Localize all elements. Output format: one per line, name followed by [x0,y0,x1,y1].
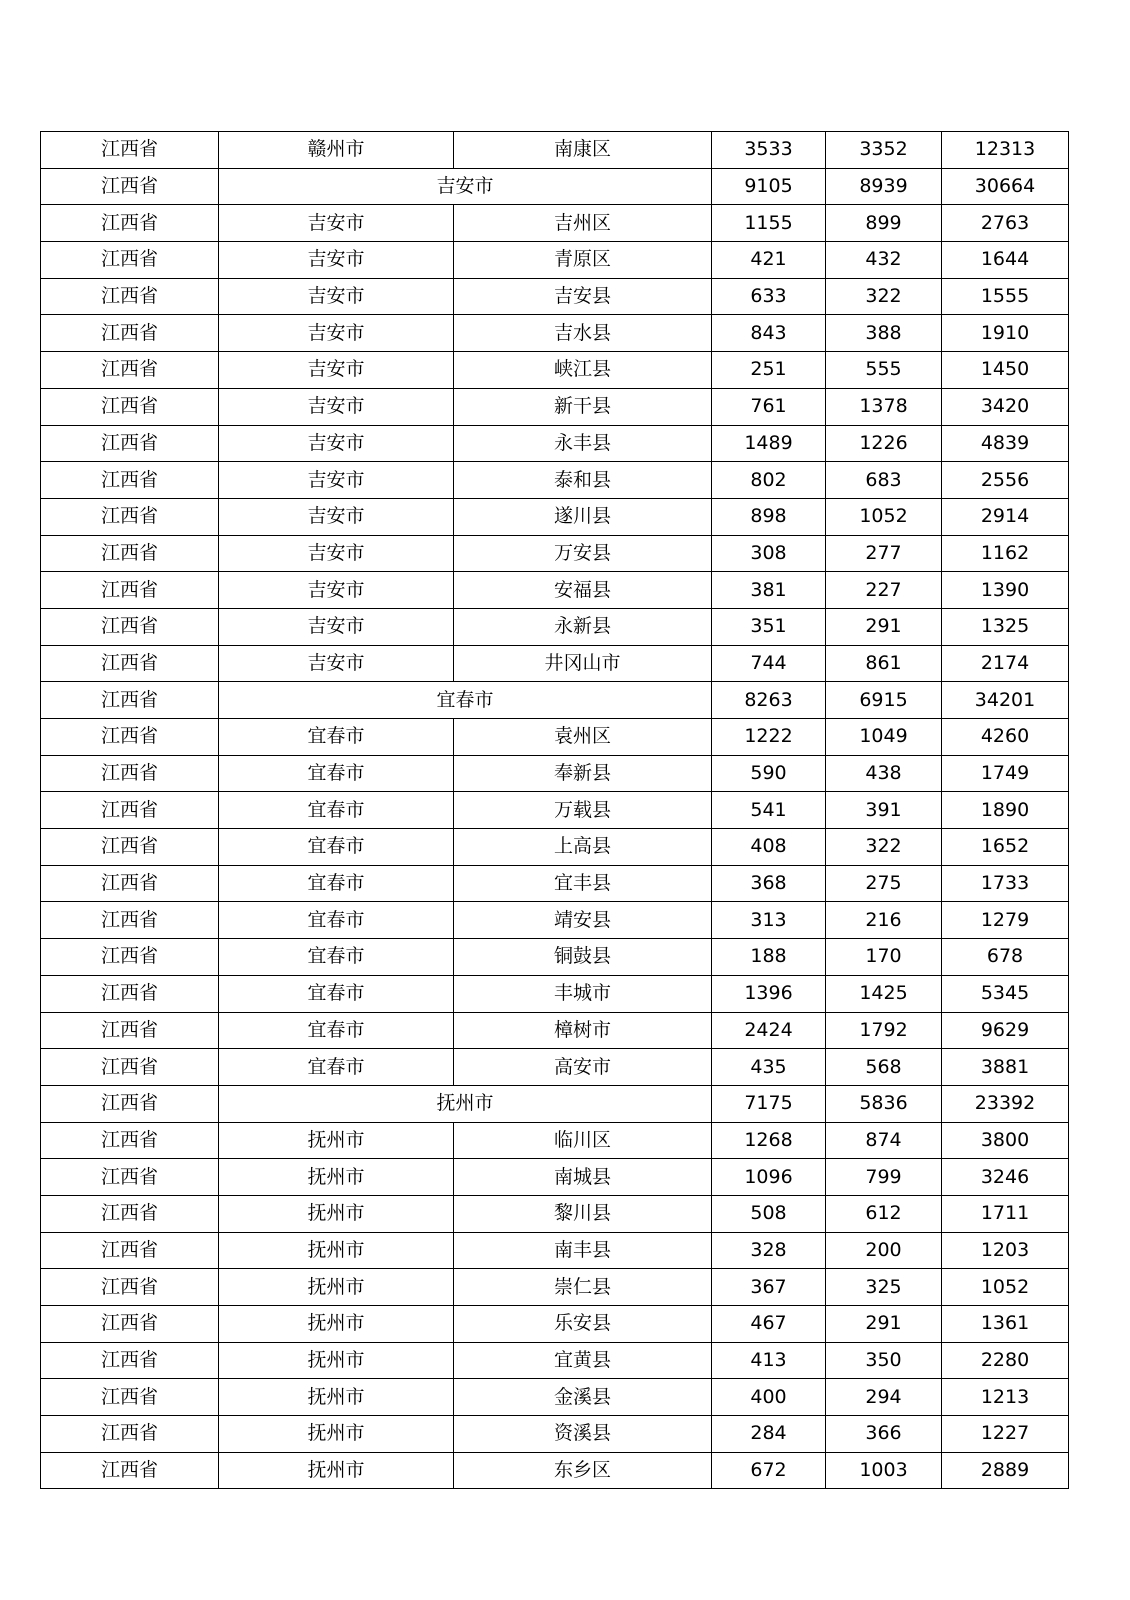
value-cell-3: 1890 [942,792,1069,829]
city-cell: 抚州市 [219,1122,454,1159]
value-cell-3: 2556 [942,462,1069,499]
province-cell: 江西省 [41,278,219,315]
table-row [41,1306,1069,1343]
value-cell-1: 508 [712,1195,826,1232]
value-cell-1: 744 [712,645,826,682]
province-cell: 江西省 [41,168,219,205]
city-cell: 宜春市 [219,939,454,976]
value-cell-2: 6915 [826,682,942,719]
table-row [41,1232,1069,1269]
value-cell-3: 5345 [942,975,1069,1012]
province-cell: 江西省 [41,425,219,462]
value-cell-1: 843 [712,315,826,352]
value-cell-2: 170 [826,939,942,976]
value-cell-2: 8939 [826,168,942,205]
value-cell-2: 322 [826,278,942,315]
value-cell-2: 1792 [826,1012,942,1049]
value-cell-3: 3881 [942,1049,1069,1086]
district-cell: 吉安县 [454,278,712,315]
value-cell-1: 328 [712,1232,826,1269]
province-cell: 江西省 [41,315,219,352]
province-cell: 江西省 [41,939,219,976]
table-row [41,462,1069,499]
value-cell-3: 1450 [942,352,1069,389]
value-cell-1: 3533 [712,132,826,169]
value-cell-3: 1361 [942,1306,1069,1343]
value-cell-2: 350 [826,1342,942,1379]
province-cell: 江西省 [41,1122,219,1159]
value-cell-2: 391 [826,792,942,829]
table-row [41,939,1069,976]
value-cell-1: 7175 [712,1085,826,1122]
district-cell: 袁州区 [454,719,712,756]
province-cell: 江西省 [41,902,219,939]
province-cell: 江西省 [41,1012,219,1049]
district-cell: 吉州区 [454,205,712,242]
province-cell: 江西省 [41,1452,219,1489]
value-cell-1: 188 [712,939,826,976]
district-cell: 安福县 [454,572,712,609]
city-subtotal-cell: 宜春市 [219,682,712,719]
value-cell-2: 275 [826,865,942,902]
city-cell: 抚州市 [219,1416,454,1453]
district-cell: 南城县 [454,1159,712,1196]
value-cell-1: 351 [712,608,826,645]
table-row [41,205,1069,242]
district-cell: 南丰县 [454,1232,712,1269]
city-subtotal-cell: 抚州市 [219,1085,712,1122]
province-cell: 江西省 [41,645,219,682]
value-cell-2: 1052 [826,498,942,535]
city-cell: 吉安市 [219,205,454,242]
value-cell-3: 2174 [942,645,1069,682]
table-row [41,1195,1069,1232]
value-cell-1: 1489 [712,425,826,462]
value-cell-3: 1203 [942,1232,1069,1269]
value-cell-1: 8263 [712,682,826,719]
table-row [41,572,1069,609]
province-cell: 江西省 [41,719,219,756]
table-row [41,1269,1069,1306]
value-cell-2: 291 [826,1306,942,1343]
district-cell: 乐安县 [454,1306,712,1343]
table-row [41,1416,1069,1453]
city-cell: 抚州市 [219,1452,454,1489]
value-cell-2: 861 [826,645,942,682]
province-cell: 江西省 [41,1085,219,1122]
city-subtotal-cell: 吉安市 [219,168,712,205]
value-cell-1: 467 [712,1306,826,1343]
value-cell-3: 1213 [942,1379,1069,1416]
district-cell: 永丰县 [454,425,712,462]
city-cell: 吉安市 [219,535,454,572]
value-cell-3: 23392 [942,1085,1069,1122]
value-cell-2: 799 [826,1159,942,1196]
value-cell-3: 1644 [942,242,1069,279]
table-row [41,535,1069,572]
city-cell: 抚州市 [219,1269,454,1306]
value-cell-1: 1222 [712,719,826,756]
district-cell: 泰和县 [454,462,712,499]
table-row [41,388,1069,425]
value-cell-3: 2763 [942,205,1069,242]
value-cell-3: 4260 [942,719,1069,756]
city-cell: 抚州市 [219,1306,454,1343]
table-row [41,1452,1069,1489]
value-cell-1: 802 [712,462,826,499]
value-cell-3: 3420 [942,388,1069,425]
value-cell-1: 541 [712,792,826,829]
city-cell: 抚州市 [219,1195,454,1232]
value-cell-2: 874 [826,1122,942,1159]
table-row [41,1342,1069,1379]
city-cell: 宜春市 [219,792,454,829]
city-cell: 吉安市 [219,388,454,425]
value-cell-1: 2424 [712,1012,826,1049]
value-cell-1: 408 [712,829,826,866]
value-cell-3: 1749 [942,755,1069,792]
district-cell: 奉新县 [454,755,712,792]
province-cell: 江西省 [41,242,219,279]
table-row [41,902,1069,939]
city-cell: 宜春市 [219,755,454,792]
value-cell-3: 2914 [942,498,1069,535]
table-row [41,608,1069,645]
value-cell-3: 1711 [942,1195,1069,1232]
table-row [41,755,1069,792]
city-cell: 宜春市 [219,1012,454,1049]
province-cell: 江西省 [41,462,219,499]
city-cell: 抚州市 [219,1342,454,1379]
city-cell: 抚州市 [219,1379,454,1416]
value-cell-2: 432 [826,242,942,279]
table-row-city-subtotal [41,1085,1069,1122]
province-cell: 江西省 [41,132,219,169]
value-cell-2: 1378 [826,388,942,425]
city-cell: 抚州市 [219,1159,454,1196]
value-cell-3: 30664 [942,168,1069,205]
value-cell-2: 5836 [826,1085,942,1122]
city-cell: 吉安市 [219,608,454,645]
district-cell: 上高县 [454,829,712,866]
value-cell-2: 388 [826,315,942,352]
table-row [41,315,1069,352]
district-cell: 万安县 [454,535,712,572]
value-cell-2: 1003 [826,1452,942,1489]
province-cell: 江西省 [41,498,219,535]
table-body [41,132,1069,1489]
value-cell-3: 1325 [942,608,1069,645]
value-cell-3: 34201 [942,682,1069,719]
value-cell-1: 672 [712,1452,826,1489]
value-cell-1: 421 [712,242,826,279]
table-row [41,865,1069,902]
value-cell-2: 216 [826,902,942,939]
district-cell: 黎川县 [454,1195,712,1232]
district-cell: 崇仁县 [454,1269,712,1306]
value-cell-1: 368 [712,865,826,902]
table-row [41,719,1069,756]
province-cell: 江西省 [41,865,219,902]
district-cell: 资溪县 [454,1416,712,1453]
value-cell-2: 1226 [826,425,942,462]
value-cell-1: 633 [712,278,826,315]
province-cell: 江西省 [41,535,219,572]
value-cell-2: 899 [826,205,942,242]
province-cell: 江西省 [41,682,219,719]
table-row [41,645,1069,682]
table-row [41,792,1069,829]
value-cell-1: 308 [712,535,826,572]
value-cell-1: 367 [712,1269,826,1306]
city-cell: 宜春市 [219,865,454,902]
table-row [41,278,1069,315]
province-cell: 江西省 [41,205,219,242]
city-cell: 宜春市 [219,1049,454,1086]
city-cell: 宜春市 [219,719,454,756]
province-cell: 江西省 [41,608,219,645]
data-table [40,131,1069,1489]
city-cell: 抚州市 [219,1232,454,1269]
value-cell-1: 381 [712,572,826,609]
value-cell-2: 612 [826,1195,942,1232]
city-cell: 宜春市 [219,975,454,1012]
table-row [41,132,1069,169]
value-cell-3: 1733 [942,865,1069,902]
value-cell-3: 1162 [942,535,1069,572]
district-cell: 宜丰县 [454,865,712,902]
value-cell-2: 291 [826,608,942,645]
value-cell-2: 227 [826,572,942,609]
city-cell: 赣州市 [219,132,454,169]
value-cell-2: 555 [826,352,942,389]
province-cell: 江西省 [41,1269,219,1306]
value-cell-3: 2889 [942,1452,1069,1489]
district-cell: 东乡区 [454,1452,712,1489]
city-cell: 宜春市 [219,829,454,866]
value-cell-1: 761 [712,388,826,425]
city-cell: 吉安市 [219,278,454,315]
value-cell-1: 1096 [712,1159,826,1196]
value-cell-1: 1268 [712,1122,826,1159]
table-row [41,829,1069,866]
value-cell-1: 313 [712,902,826,939]
district-cell: 金溪县 [454,1379,712,1416]
table-row [41,498,1069,535]
value-cell-2: 200 [826,1232,942,1269]
value-cell-1: 435 [712,1049,826,1086]
province-cell: 江西省 [41,352,219,389]
district-cell: 樟树市 [454,1012,712,1049]
value-cell-3: 1390 [942,572,1069,609]
value-cell-1: 251 [712,352,826,389]
district-cell: 新干县 [454,388,712,425]
value-cell-3: 1910 [942,315,1069,352]
district-cell: 铜鼓县 [454,939,712,976]
city-cell: 吉安市 [219,462,454,499]
district-cell: 高安市 [454,1049,712,1086]
province-cell: 江西省 [41,829,219,866]
value-cell-2: 438 [826,755,942,792]
province-cell: 江西省 [41,1306,219,1343]
value-cell-1: 9105 [712,168,826,205]
value-cell-1: 1396 [712,975,826,1012]
district-cell: 临川区 [454,1122,712,1159]
table-row [41,1122,1069,1159]
value-cell-3: 2280 [942,1342,1069,1379]
table-row [41,1049,1069,1086]
value-cell-3: 1279 [942,902,1069,939]
value-cell-1: 284 [712,1416,826,1453]
province-cell: 江西省 [41,1049,219,1086]
city-cell: 吉安市 [219,572,454,609]
district-cell: 井冈山市 [454,645,712,682]
value-cell-2: 322 [826,829,942,866]
district-cell: 青原区 [454,242,712,279]
province-cell: 江西省 [41,1195,219,1232]
value-cell-3: 9629 [942,1012,1069,1049]
district-cell: 丰城市 [454,975,712,1012]
province-cell: 江西省 [41,1416,219,1453]
value-cell-1: 400 [712,1379,826,1416]
value-cell-2: 277 [826,535,942,572]
value-cell-2: 1049 [826,719,942,756]
city-cell: 吉安市 [219,315,454,352]
district-cell: 永新县 [454,608,712,645]
table-row-city-subtotal [41,168,1069,205]
district-cell: 万载县 [454,792,712,829]
value-cell-1: 413 [712,1342,826,1379]
value-cell-3: 3246 [942,1159,1069,1196]
district-cell: 吉水县 [454,315,712,352]
city-cell: 吉安市 [219,498,454,535]
province-cell: 江西省 [41,792,219,829]
value-cell-1: 898 [712,498,826,535]
table-row [41,1012,1069,1049]
province-cell: 江西省 [41,1159,219,1196]
value-cell-3: 12313 [942,132,1069,169]
city-cell: 吉安市 [219,352,454,389]
district-cell: 宜黄县 [454,1342,712,1379]
province-cell: 江西省 [41,755,219,792]
value-cell-2: 683 [826,462,942,499]
table-row [41,425,1069,462]
district-cell: 峡江县 [454,352,712,389]
table-row [41,1379,1069,1416]
district-cell: 遂川县 [454,498,712,535]
province-cell: 江西省 [41,388,219,425]
value-cell-3: 1652 [942,829,1069,866]
value-cell-1: 1155 [712,205,826,242]
table-row [41,975,1069,1012]
city-cell: 吉安市 [219,242,454,279]
value-cell-2: 1425 [826,975,942,1012]
city-cell: 吉安市 [219,645,454,682]
province-cell: 江西省 [41,1379,219,1416]
value-cell-3: 4839 [942,425,1069,462]
table-row-city-subtotal [41,682,1069,719]
value-cell-2: 568 [826,1049,942,1086]
value-cell-2: 366 [826,1416,942,1453]
province-cell: 江西省 [41,1232,219,1269]
value-cell-1: 590 [712,755,826,792]
value-cell-3: 3800 [942,1122,1069,1159]
province-cell: 江西省 [41,1342,219,1379]
value-cell-3: 678 [942,939,1069,976]
value-cell-2: 325 [826,1269,942,1306]
district-cell: 靖安县 [454,902,712,939]
table-row [41,1159,1069,1196]
province-cell: 江西省 [41,975,219,1012]
city-cell: 宜春市 [219,902,454,939]
table-row [41,352,1069,389]
district-cell: 南康区 [454,132,712,169]
province-cell: 江西省 [41,572,219,609]
value-cell-3: 1555 [942,278,1069,315]
table-row [41,242,1069,279]
value-cell-3: 1227 [942,1416,1069,1453]
city-cell: 吉安市 [219,425,454,462]
value-cell-3: 1052 [942,1269,1069,1306]
value-cell-2: 294 [826,1379,942,1416]
value-cell-2: 3352 [826,132,942,169]
